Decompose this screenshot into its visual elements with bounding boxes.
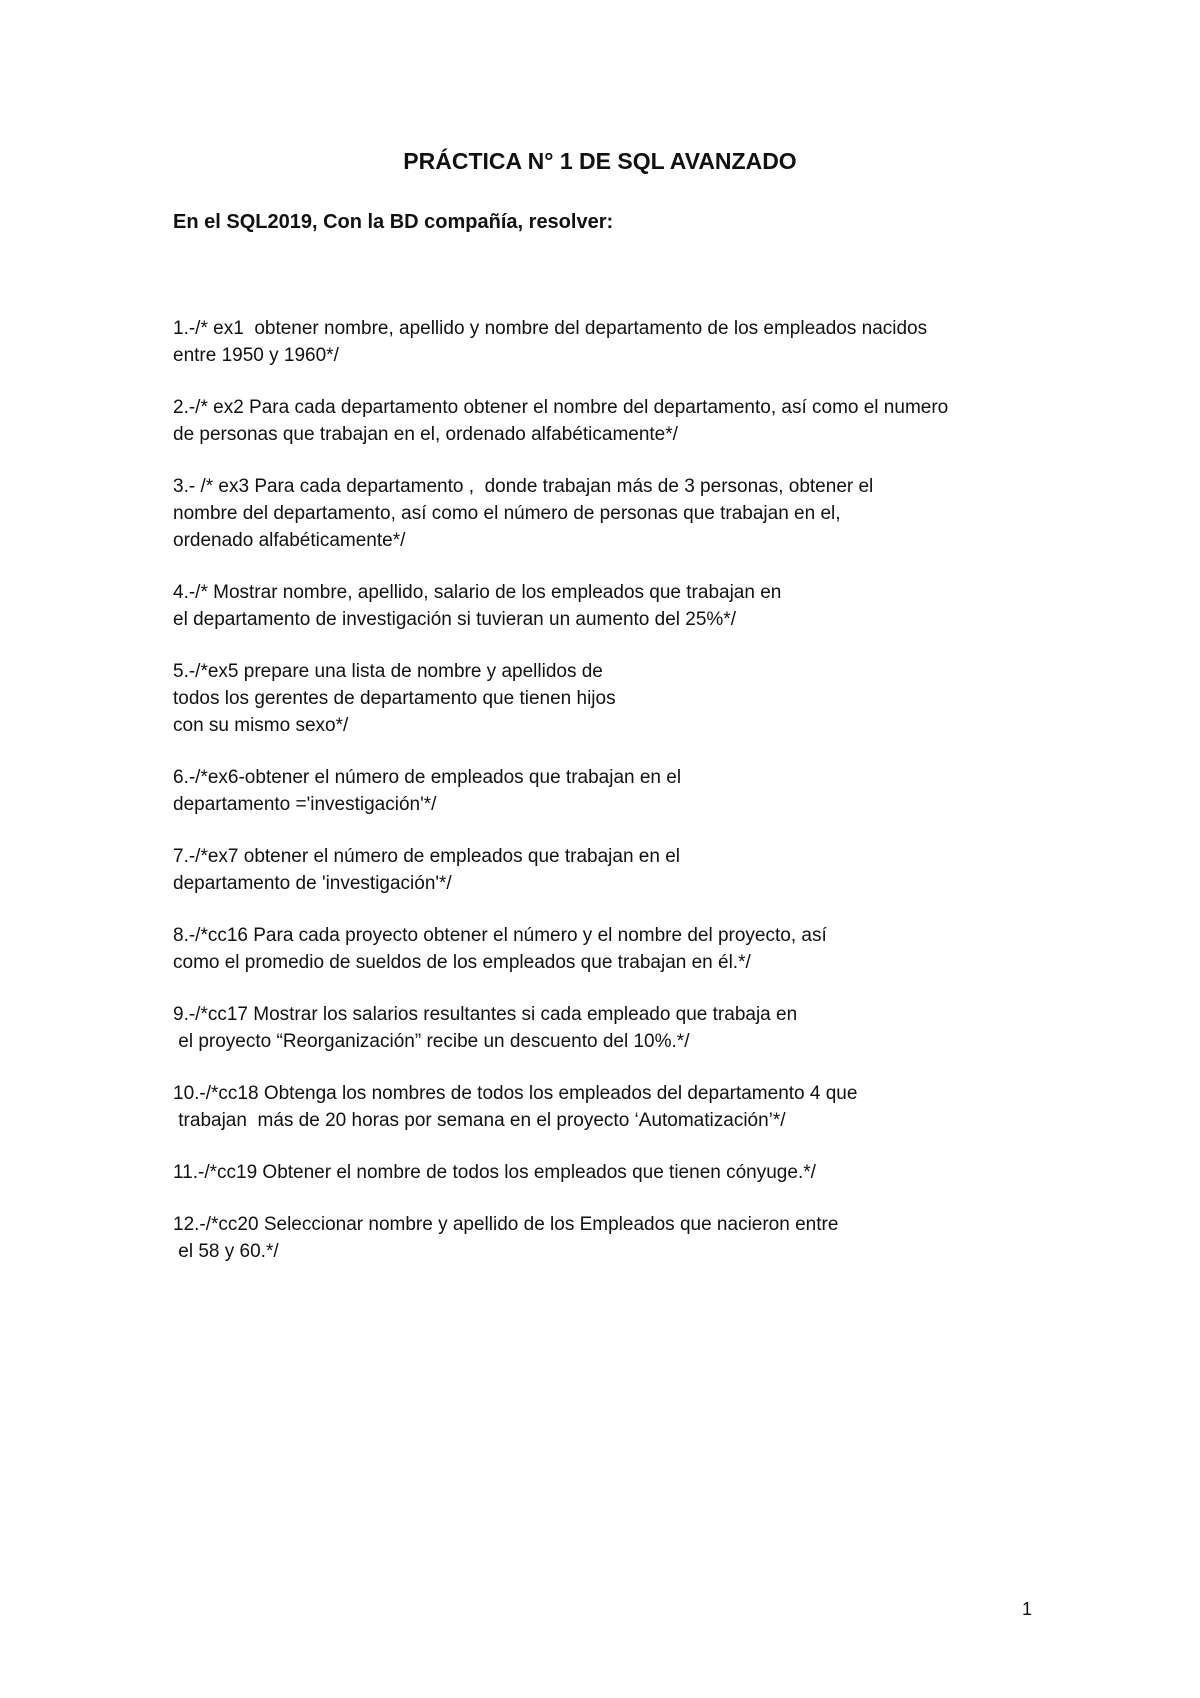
exercise-line: 11.-/*cc19 Obtener el nombre de todos los empleados que tienen cónyuge.*/: [173, 1162, 816, 1183]
exercise-item: [173, 1211, 1073, 1265]
page-title: PRÁCTICA N° 1 DE SQL AVANZADO: [403, 148, 797, 174]
exercise-line: departamento de 'investigación'*/: [173, 873, 452, 894]
exercise-item: [173, 843, 1073, 897]
exercise-item: [173, 922, 1073, 976]
exercise-item: [173, 1159, 1073, 1186]
exercise-line: 9.-/*cc17 Mostrar los salarios resultantes si cada empleado que trabaja en: [173, 1004, 798, 1025]
exercise-item: [173, 315, 1073, 369]
exercise-line: entre 1950 y 1960*/: [173, 345, 339, 366]
exercise-line: 12.-/*cc20 Seleccionar nombre y apellido de los Empleados que nacieron entre: [173, 1214, 839, 1235]
page-subtitle: En el SQL2019, Con la BD compañía, resolver:: [173, 211, 614, 233]
exercise-line: el 58 y 60.*/: [173, 1241, 279, 1262]
exercise-line: 8.-/*cc16 Para cada proyecto obtener el número y el nombre del proyecto, así: [173, 925, 827, 946]
exercise-line: 2.-/* ex2 Para cada departamento obtener el nombre del departamento, así como el numero: [173, 397, 949, 418]
exercise-line: 7.-/*ex7 obtener el número de empleados que trabajan en el: [173, 846, 681, 867]
exercise-item: [173, 658, 1073, 739]
exercise-item: [173, 394, 1073, 448]
exercise-list: [173, 315, 1073, 1290]
exercise-line: trabajan más de 20 horas por semana en el proyecto ‘Automatización’*/: [173, 1110, 786, 1131]
exercise-line: 5.-/*ex5 prepare una lista de nombre y apellidos de: [173, 661, 603, 682]
exercise-line: de personas que trabajan en el, ordenado alfabéticamente*/: [173, 424, 678, 445]
exercise-line: 1.-/* ex1 obtener nombre, apellido y nombre del departamento de los empleados nacidos: [173, 318, 928, 339]
exercise-line: 6.-/*ex6-obtener el número de empleados que trabajan en el: [173, 767, 682, 788]
exercise-line: ordenado alfabéticamente*/: [173, 530, 406, 551]
exercise-item: [173, 1001, 1073, 1055]
exercise-line: con su mismo sexo*/: [173, 715, 349, 736]
exercise-item: [173, 764, 1073, 818]
exercise-line: 10.-/*cc18 Obtenga los nombres de todos los empleados del departamento 4 que: [173, 1083, 858, 1104]
exercise-item: [173, 579, 1073, 633]
exercise-line: todos los gerentes de departamento que tienen hijos: [173, 688, 616, 709]
exercise-line: el departamento de investigación si tuvieran un aumento del 25%*/: [173, 609, 736, 630]
exercise-item: [173, 1080, 1073, 1134]
exercise-line: el proyecto “Reorganización” recibe un descuento del 10%.*/: [173, 1031, 690, 1052]
page-number: 1: [1022, 1599, 1033, 1619]
exercise-line: 3.- /* ex3 Para cada departamento , donde trabajan más de 3 personas, obtener el: [173, 476, 874, 497]
exercise-line: como el promedio de sueldos de los empleados que trabajan en él.*/: [173, 952, 751, 973]
exercise-line: departamento ='investigación'*/: [173, 794, 437, 815]
exercise-line: nombre del departamento, así como el número de personas que trabajan en el,: [173, 503, 841, 524]
exercise-line: 4.-/* Mostrar nombre, apellido, salario de los empleados que trabajan en: [173, 582, 782, 603]
exercise-item: [173, 473, 1073, 554]
